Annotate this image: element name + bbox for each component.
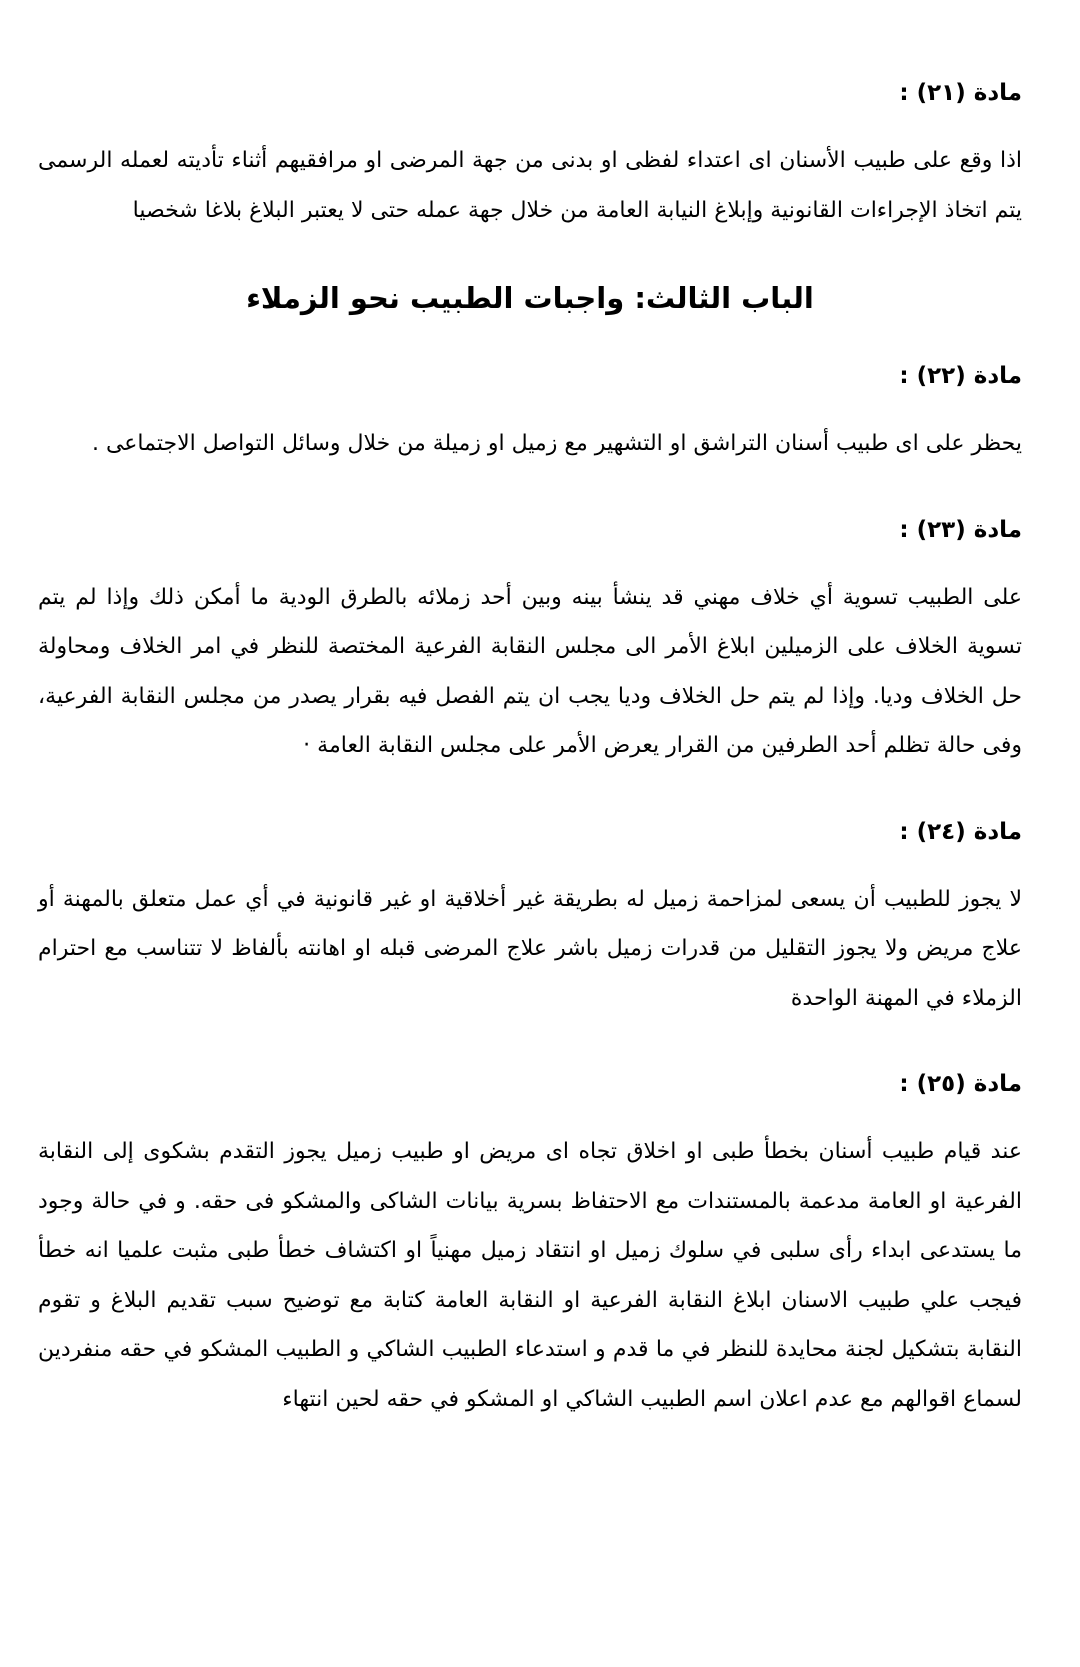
article-21-heading: مادة (٢١) : [899,80,1022,106]
article-24-heading: مادة (٢٤) : [899,818,1022,845]
article-25-body: عند قيام طبيب أسنان بخطأ طبى او اخلاق تجاه اى مريض او طبيب زميل يجوز التقدم بشكوى إلى النقابة الفرعية او العامة مدعمة بالمستندات مع الاحتفاظ بسرية بيانات الشاكى والمشكو فى حقه. و في حالة وجود ما يستدعى ابداء رأى سلبى في سلوك زميل او انتقاد زميل مهنياً او اكتشاف خطأ طبى مثبت علميا انه خطأ فيجب علي طبيب الاسنان ابلاغ النقابة الفرعية او النقابة العامة كتابة مع توضيح سبب تقديم البلاغ و تقوم النقابة بتشكيل لجنة محايدة للنظر في ما قدم و استدعاء الطبيب الشاكي و الطبيب المشكو في حقه منفردين لسماع اقوالهم مع عدم اعلان اسم الطبيب الشاكي او المشكو في حقه لحين انتهاء [38,1139,1022,1412]
article-23-heading: مادة (٢٣) : [899,516,1022,543]
article-25-heading: مادة (٢٥) : [899,1071,1022,1097]
article-22-heading: مادة (٢٢) : [899,363,1022,389]
article-21-body: اذا وقع على طبيب الأسنان اى اعتداء لفظى او بدنى من جهة المرضى او مرافقيهم أثناء تأديته لعمله الرسمى يتم اتخاذ الإجراءات القانونية وإبلاغ النيابة العامة من خلال جهة عمله حتى لا يعتبر البلاغ بلاغا شخصيا [38,148,1022,223]
article-23-body: على الطبيب تسوية أي خلاف مهني قد ينشأ بينه وبين أحد زملائه بالطرق الودية ما أمكن ذلك وإذا لم يتم تسوية الخلاف على الزميلين ابلاغ الأمر الى مجلس النقابة الفرعية المختصة للنظر في امر الخلاف ومحاولة حل الخلاف وديا. وإذا لم يتم حل الخلاف وديا يجب ان يتم الفصل فيه بقرار يصدر من مجلس النقابة الفرعية، وفى حالة تظلم أحد الطرفين من القرار يعرض الأمر على مجلس النقابة العامة · [38,584,1022,758]
article-24-body: لا يجوز للطبيب أن يسعى لمزاحمة زميل له بطريقة غير أخلاقية او غير قانونية في أي عمل متعلق بالمهنة أو علاج مريض ولا يجوز التقليل من قدرات زميل باشر علاج المرضى قبله او اهانته بألفاظ لا تتناسب مع احترام الزملاء في المهنة الواحدة [38,886,1022,1011]
article-22-body: يحظر على اى طبيب أسنان التراشق او التشهير مع زميل او زميلة من خلال وسائل التواصل الاجتماعى . [91,431,1022,456]
chapter-3-heading: الباب الثالث: واجبات الطبيب نحو الزملاء [246,281,814,315]
